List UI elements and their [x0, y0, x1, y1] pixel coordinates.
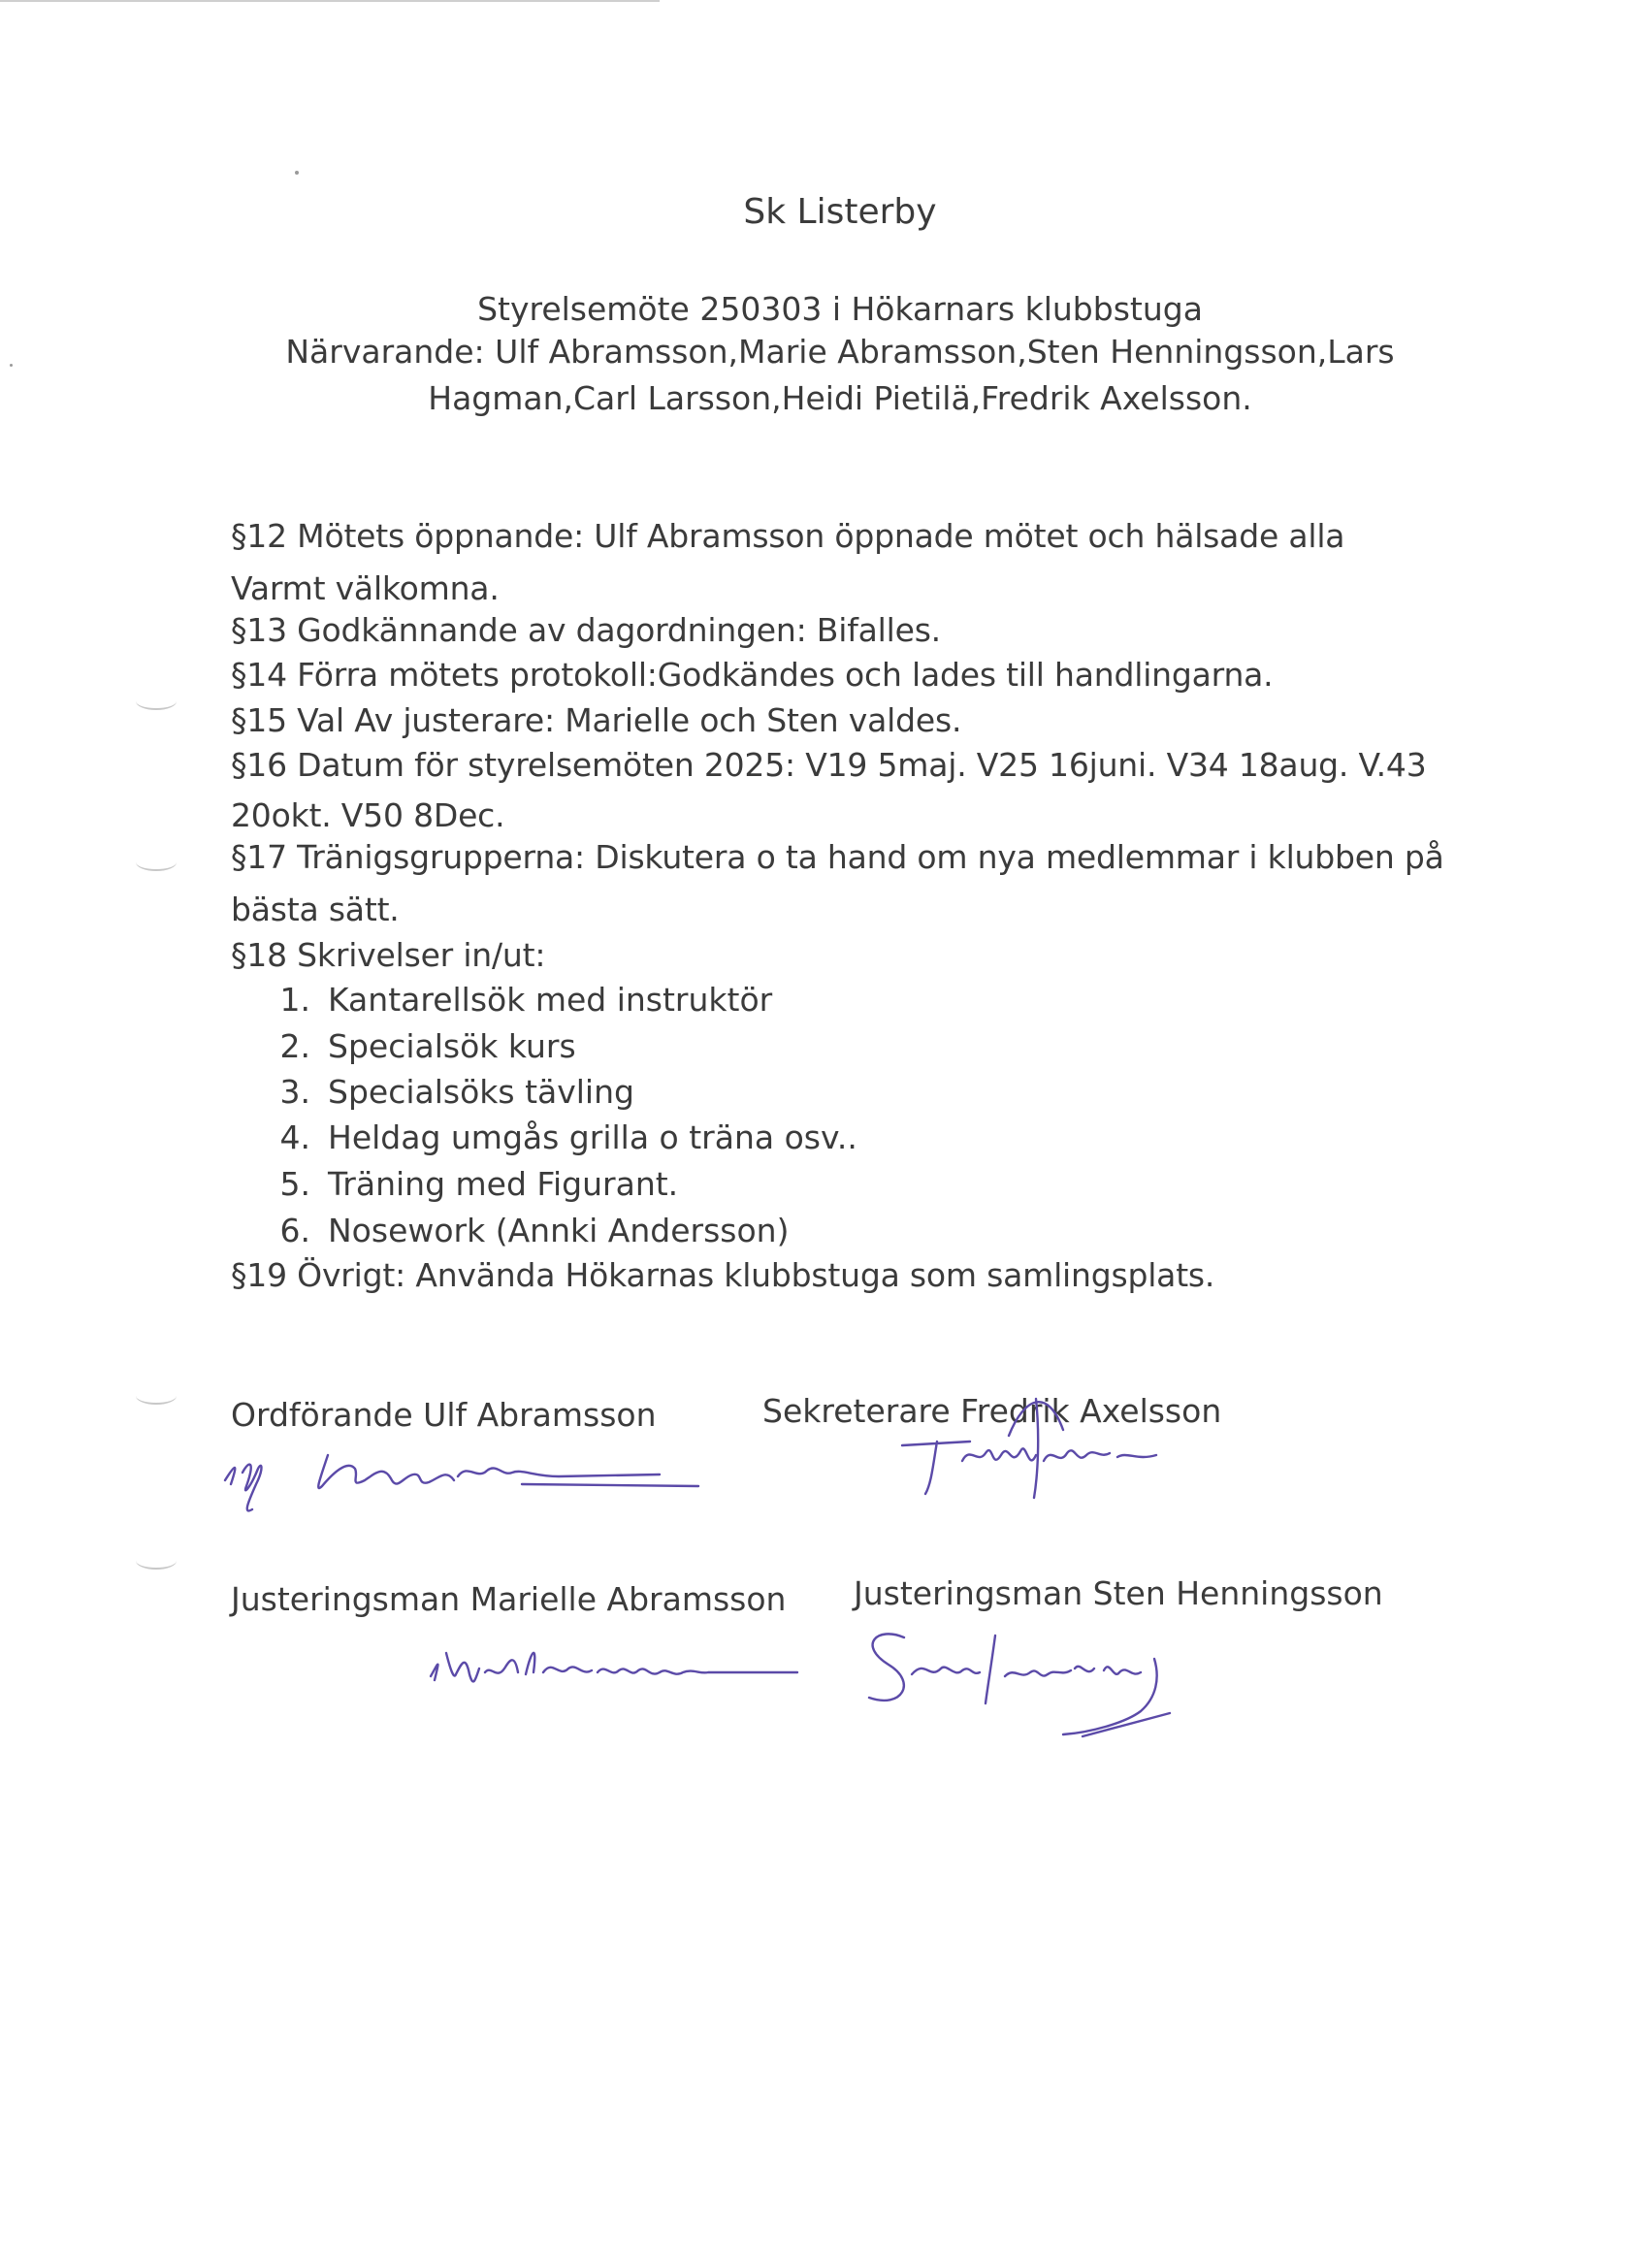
- list-number: 3.: [279, 1073, 310, 1111]
- adjuster-1-signature-image: [417, 1630, 805, 1698]
- attendees-line-1: Närvarande: Ulf Abramsson,Marie Abramsson,Sten Henningsson,Lars: [285, 333, 1395, 371]
- scan-edge-line: [0, 0, 660, 2]
- punch-hole-mark: [136, 1387, 177, 1405]
- paragraph-17-line-2: bästa sätt.: [231, 891, 400, 928]
- paragraph-12-line-2: Varmt välkomna.: [231, 569, 500, 607]
- list-number: 1.: [279, 981, 310, 1019]
- paragraph-12-line-1: §12 Mötets öppnande: Ulf Abramsson öppnade mötet och hälsade alla: [231, 517, 1345, 555]
- list-number: 4.: [279, 1118, 310, 1156]
- meeting-heading: Styrelsemöte 250303 i Hökarnars klubbstuga: [477, 290, 1203, 328]
- chair-signature-image: [213, 1426, 737, 1533]
- punch-hole-mark: [136, 693, 177, 710]
- adjuster-2-signature-image: [850, 1620, 1199, 1746]
- list-item: Specialsök kurs: [328, 1027, 576, 1065]
- adjuster-1-signature-label: Justeringsman Marielle Abramsson: [231, 1580, 787, 1618]
- list-number: 6.: [279, 1212, 310, 1249]
- list-item: Nosework (Annki Andersson): [328, 1212, 790, 1249]
- list-number: 2.: [279, 1027, 310, 1065]
- scan-speck: [295, 171, 299, 175]
- paragraph-14: §14 Förra mötets protokoll:Godkändes och lades till handlingarna.: [231, 656, 1274, 694]
- list-item: Specialsöks tävling: [328, 1073, 634, 1111]
- paragraph-13: §13 Godkännande av dagordningen: Bifalles.: [231, 611, 941, 649]
- secretary-signature-label: Sekreterare Fredrik Axelsson: [762, 1392, 1222, 1430]
- club-title: Sk Listerby: [743, 192, 937, 232]
- attendees-line-2: Hagman,Carl Larsson,Heidi Pietilä,Fredrik Axelsson.: [428, 379, 1252, 417]
- punch-hole-mark: [136, 854, 177, 871]
- list-item: Heldag umgås grilla o träna osv..: [328, 1118, 857, 1156]
- secretary-signature-image: [873, 1377, 1183, 1504]
- paragraph-18: §18 Skrivelser in/ut:: [231, 936, 546, 974]
- list-item: Kantarellsök med instruktör: [328, 981, 773, 1019]
- scan-speck: [10, 364, 13, 367]
- paragraph-19: §19 Övrigt: Använda Hökarnas klubbstuga som samlingsplats.: [231, 1256, 1215, 1294]
- punch-hole-mark: [136, 1552, 177, 1570]
- chair-signature-label: Ordförande Ulf Abramsson: [231, 1396, 657, 1434]
- paragraph-16-line-2: 20okt. V50 8Dec.: [231, 796, 505, 834]
- list-item: Träning med Figurant.: [328, 1165, 679, 1203]
- paragraph-17-line-1: §17 Tränigsgrupperna: Diskutera o ta hand om nya medlemmar i klubben på: [231, 838, 1444, 876]
- paragraph-16-line-1: §16 Datum för styrelsemöten 2025: V19 5maj. V25 16juni. V34 18aug. V.43: [231, 746, 1427, 784]
- paragraph-15: §15 Val Av justerare: Marielle och Sten valdes.: [231, 701, 962, 739]
- adjuster-2-signature-label: Justeringsman Sten Henningsson: [854, 1574, 1383, 1612]
- list-number: 5.: [279, 1165, 310, 1203]
